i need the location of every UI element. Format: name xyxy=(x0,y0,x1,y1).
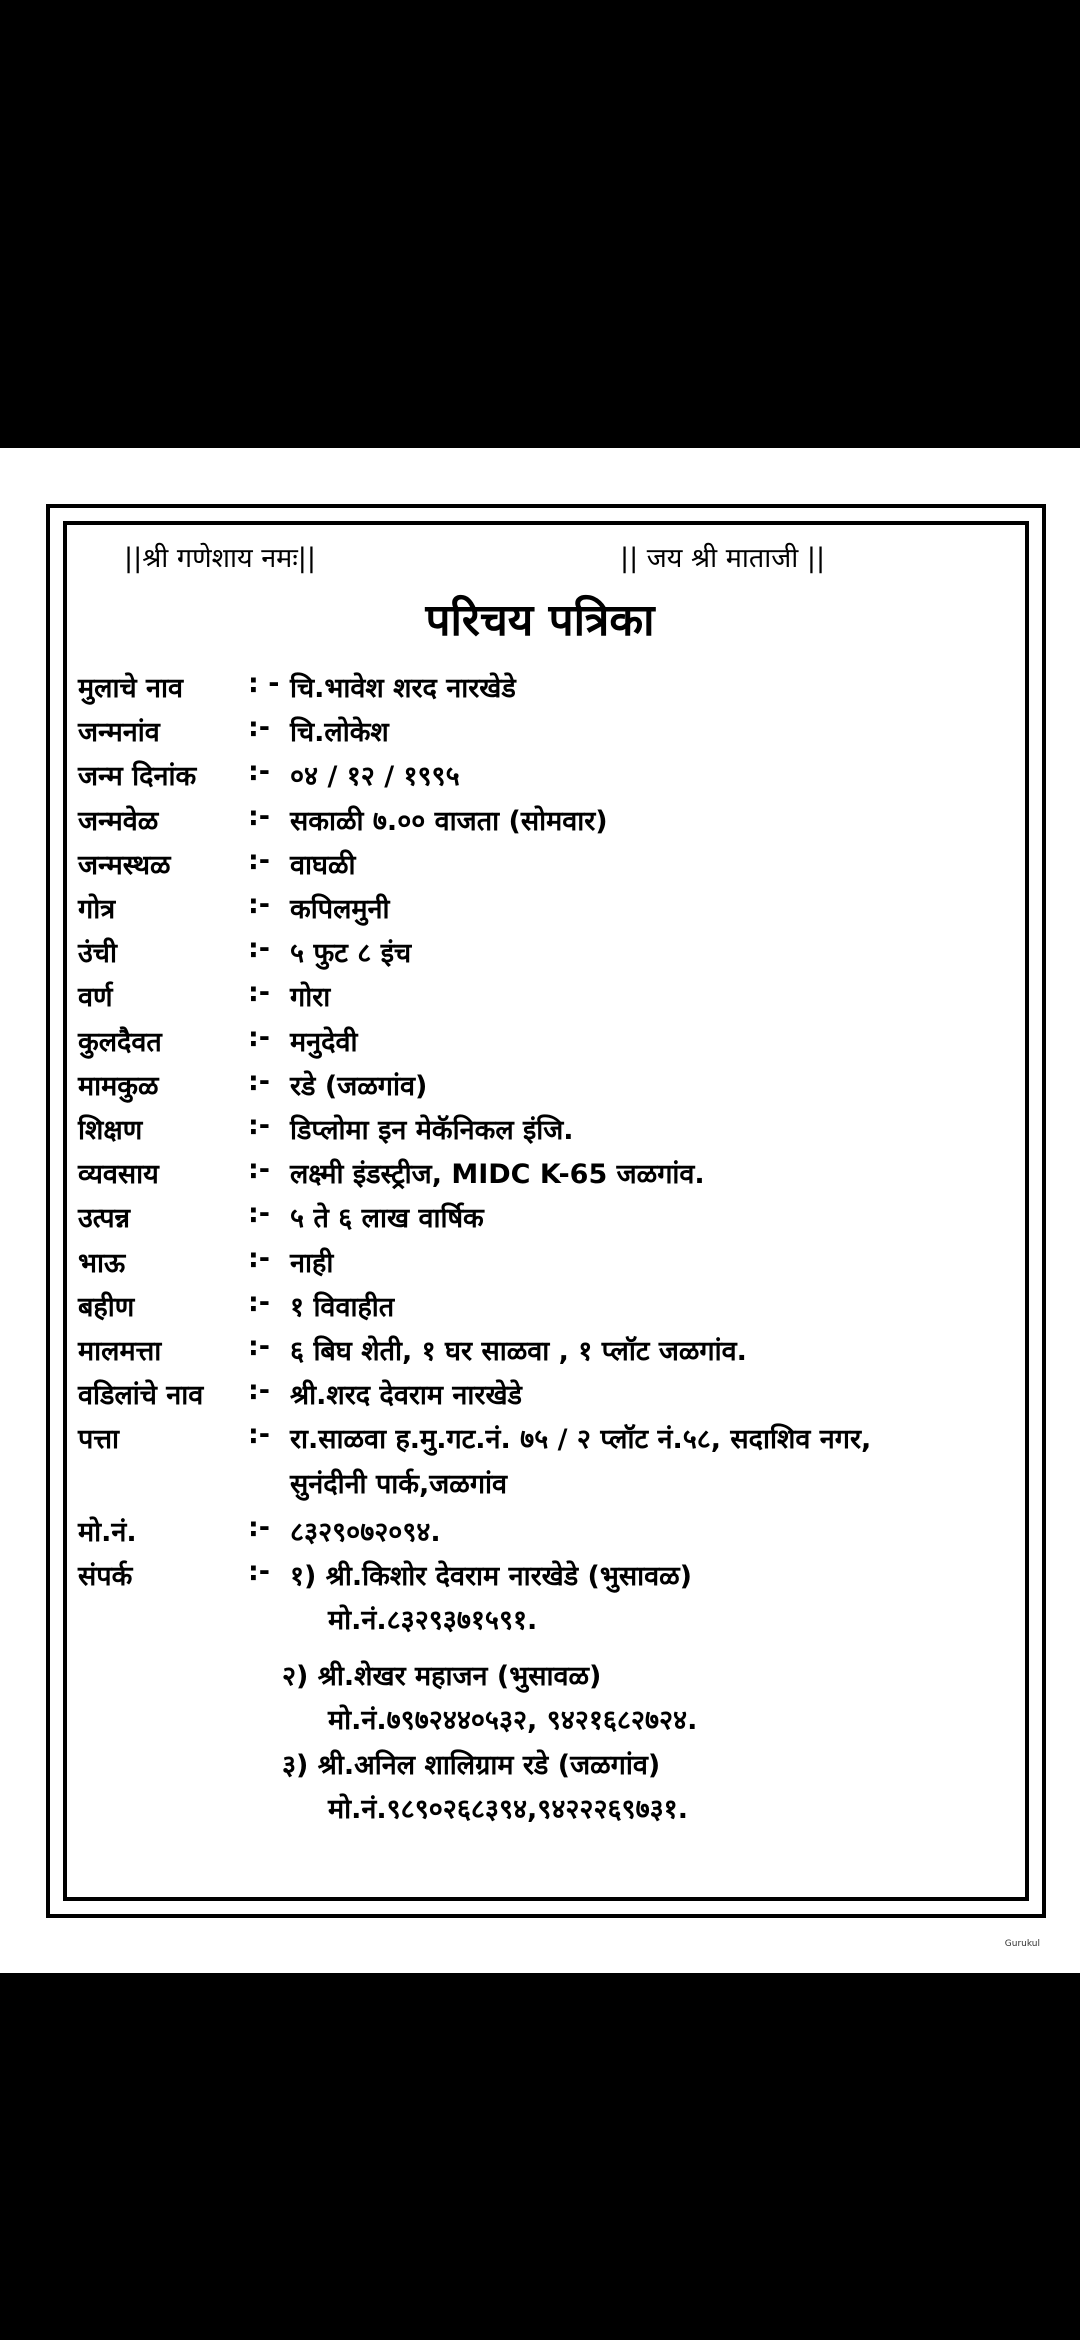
detail-value: रडे (जळगांव) xyxy=(290,1071,428,1102)
detail-row xyxy=(0,1287,1080,1331)
detail-value: चि.लोकेश xyxy=(290,717,389,748)
detail-row xyxy=(0,668,1080,712)
detail-sep: :- xyxy=(248,889,271,920)
detail-row xyxy=(0,1154,1080,1198)
detail-sep: :- xyxy=(248,1066,271,1097)
detail-row xyxy=(0,933,1080,977)
detail-sep: :- xyxy=(248,801,271,832)
header-left: ||श्री गणेशाय नमः|| xyxy=(124,543,316,574)
detail-label: जन्मनांव xyxy=(78,717,160,748)
detail-row xyxy=(0,1066,1080,1110)
detail-row xyxy=(0,801,1080,845)
detail-label: व्यवसाय xyxy=(78,1159,159,1190)
detail-value: सकाळी ७.०० वाजता (सोमवार) xyxy=(290,806,608,837)
contact-2-phone: मो.नं.७९७२४४०५३२, ९४२१६८२७२४. xyxy=(328,1705,698,1736)
detail-sep: :- xyxy=(248,933,271,964)
detail-value: ०४ / १२ / १९९५ xyxy=(290,761,460,792)
detail-sep: :- xyxy=(248,977,271,1008)
detail-row xyxy=(0,1331,1080,1375)
contact-separator: :- xyxy=(248,1556,271,1587)
detail-label: पत्ता xyxy=(78,1424,119,1455)
detail-label: जन्मवेळ xyxy=(78,806,159,837)
contact-label: संपर्क xyxy=(78,1561,133,1592)
contact-3-name: ३) श्री.अनिल शालिग्राम रडे (जळगांव) xyxy=(282,1750,661,1781)
detail-label: भाऊ xyxy=(78,1248,126,1279)
detail-sep: :- xyxy=(248,1198,271,1229)
detail-row xyxy=(0,845,1080,889)
detail-value: कपिलमुनी xyxy=(290,894,390,925)
detail-label: मुलाचे नाव xyxy=(78,673,183,704)
document-photo xyxy=(0,448,1080,1973)
detail-sep: :- xyxy=(248,1243,271,1274)
detail-sep: :- xyxy=(248,756,271,787)
detail-row xyxy=(0,889,1080,933)
detail-label: वर्ण xyxy=(78,982,113,1013)
detail-value: गोरा xyxy=(290,982,331,1013)
detail-row xyxy=(0,977,1080,1021)
detail-sep: :- xyxy=(248,1375,271,1406)
detail-sep: : - xyxy=(248,668,280,699)
detail-row xyxy=(0,712,1080,756)
detail-row xyxy=(0,1110,1080,1154)
detail-label: जन्मस्थळ xyxy=(78,850,171,881)
detail-sep: :- xyxy=(248,1022,271,1053)
detail-value: वाघळी xyxy=(290,850,356,881)
detail-label: गोत्र xyxy=(78,894,116,925)
detail-label: उंची xyxy=(78,938,117,969)
address-line-2: सुनंदीनी पार्क,जळगांव xyxy=(290,1469,508,1500)
detail-row xyxy=(0,1375,1080,1419)
detail-value: डिप्लोमा इन मेकॅनिकल इंजि. xyxy=(290,1115,574,1146)
detail-row xyxy=(0,1198,1080,1242)
detail-sep: :- xyxy=(248,1287,271,1318)
mobile-label: मो.नं. xyxy=(78,1517,137,1548)
signature: Gurukul xyxy=(1004,1939,1040,1949)
detail-label: मालमत्ता xyxy=(78,1336,162,1367)
contact-1-phone: मो.नं.८३२९३७१५९१. xyxy=(328,1605,538,1636)
detail-sep: :- xyxy=(248,1419,271,1450)
detail-label: वडिलांचे नाव xyxy=(78,1380,204,1411)
detail-row xyxy=(0,1419,1080,1463)
detail-row xyxy=(0,1022,1080,1066)
detail-value: लक्ष्मी इंडस्ट्रीज, MIDC K-65 जळगांव. xyxy=(290,1159,705,1190)
mobile-row xyxy=(0,1512,1080,1556)
contact-1-name: १) श्री.किशोर देवराम नारखेडे (भुसावळ) xyxy=(290,1561,692,1592)
mobile-value: ८३२९०७२०९४. xyxy=(290,1517,441,1548)
detail-value: रा.साळवा ह.मु.गट.नं. ७५ / २ प्लॉट नं.५८, सदाशिव नगर, xyxy=(290,1424,872,1455)
detail-sep: :- xyxy=(248,1331,271,1362)
detail-label: जन्म दिनांक xyxy=(78,761,197,792)
contact-3-phone: मो.नं.९८९०२६८३९४,९४२२२६९७३१. xyxy=(328,1794,688,1825)
detail-value: नाही xyxy=(290,1248,334,1279)
detail-value: ५ फुट ८ इंच xyxy=(290,938,412,969)
detail-value: ६ बिघ शेती, १ घर साळवा , १ प्लॉट जळगांव. xyxy=(290,1336,747,1367)
contact-2-name: २) श्री.शेखर महाजन (भुसावळ) xyxy=(282,1661,602,1692)
detail-label: कुलदैवत xyxy=(78,1027,162,1058)
detail-value: श्री.शरद देवराम नारखेडे xyxy=(290,1380,522,1411)
detail-label: बहीण xyxy=(78,1292,135,1323)
detail-sep: :- xyxy=(248,1110,271,1141)
detail-value: चि.भावेश शरद नारखेडे xyxy=(290,673,516,704)
header-right: || जय श्री माताजी || xyxy=(620,543,826,574)
detail-row xyxy=(0,756,1080,800)
detail-row xyxy=(0,1243,1080,1287)
document-title: परिचय पत्रिका xyxy=(425,595,655,646)
detail-sep: :- xyxy=(248,845,271,876)
detail-sep: :- xyxy=(248,712,271,743)
detail-value: १ विवाहीत xyxy=(290,1292,395,1323)
detail-label: शिक्षण xyxy=(78,1115,143,1146)
detail-value: ५ ते ६ लाख वार्षिक xyxy=(290,1203,484,1234)
detail-label: मामकुळ xyxy=(78,1071,159,1102)
detail-sep: :- xyxy=(248,1154,271,1185)
detail-value: मनुदेवी xyxy=(290,1027,358,1058)
mobile-separator: :- xyxy=(248,1512,271,1543)
detail-label: उत्पन्न xyxy=(78,1203,131,1234)
